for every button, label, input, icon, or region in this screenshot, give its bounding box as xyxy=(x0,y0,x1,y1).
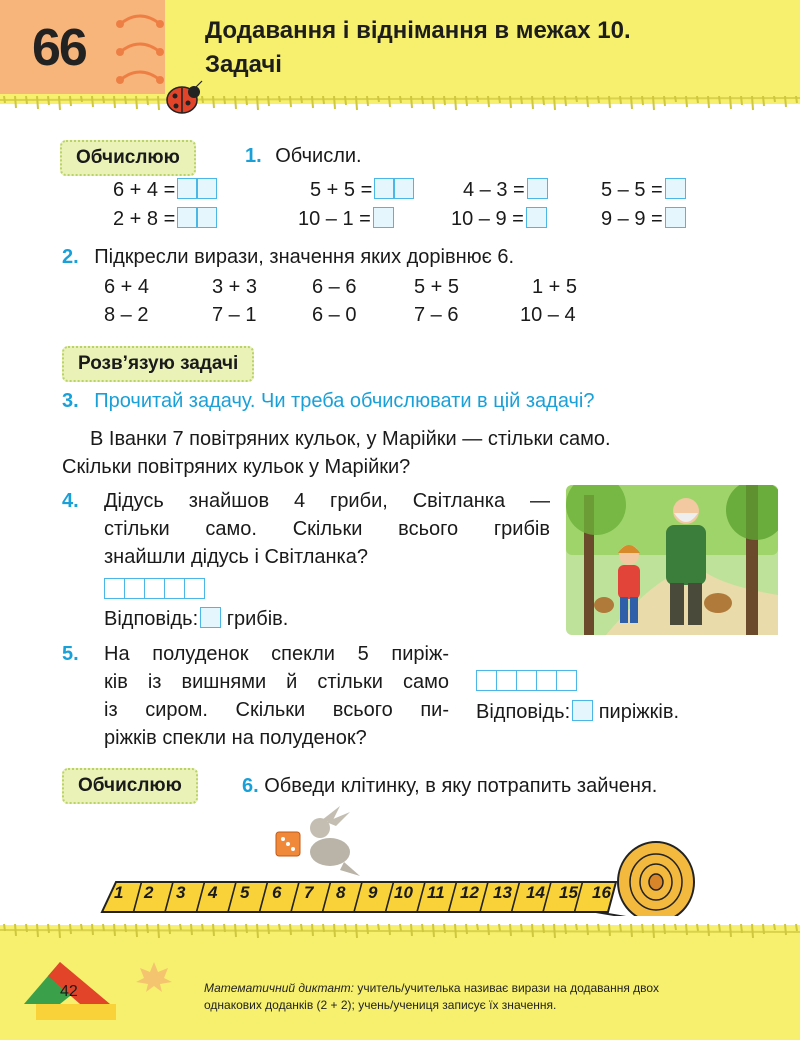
task-5-text xyxy=(104,640,449,752)
task-6-number: 6. xyxy=(242,775,259,797)
answer-box[interactable] xyxy=(177,178,217,199)
expression: 2 + 8 = xyxy=(113,208,176,230)
ruler-cell[interactable]: 16 xyxy=(592,883,611,902)
ruler-cell[interactable]: 4 xyxy=(208,883,218,902)
task-3-line-1: В Іванки 7 повітряних кульок, у Марійки — стільки само. xyxy=(90,428,611,450)
task-5-line-1: На полуденок спекли 5 пиріж- xyxy=(104,643,449,665)
ruler-cell[interactable]: 13 xyxy=(493,883,512,902)
task-5-line-4: ріжків спекли на полуденок? xyxy=(104,727,367,749)
page-number: 42 xyxy=(60,983,78,1000)
footer-note xyxy=(204,980,764,1014)
answer-box[interactable] xyxy=(177,207,217,228)
ruler-cell[interactable]: 5 xyxy=(240,883,250,902)
lesson-number: 66 xyxy=(32,19,86,77)
expression: 10 – 1 = xyxy=(298,208,371,230)
task-3-header xyxy=(62,387,595,415)
task-4-text xyxy=(104,487,550,571)
ruler-cell[interactable]: 10 xyxy=(394,883,413,902)
section-tag-tasks: Розв’язую задачі xyxy=(62,346,254,382)
footer-note-line-2: однакових доданків (2 + 2); учень/учениця записує їх значення. xyxy=(204,998,557,1012)
ruler-cell[interactable]: 11 xyxy=(427,883,445,902)
task-3-problem xyxy=(62,425,762,481)
task-5-line-2: ків із вишнями й стільки само xyxy=(104,671,449,693)
footer-fence-border xyxy=(0,918,800,938)
ruler-cell[interactable]: 1 xyxy=(114,883,124,902)
ruler-cell[interactable]: 9 xyxy=(368,883,378,902)
section-tag-calc: Обчислюю xyxy=(60,140,196,176)
task-5-number: 5. xyxy=(62,643,79,665)
task-2-instruction: Підкресли вирази, значення яких дорівнює 6. xyxy=(94,246,515,268)
answer-suffix: пиріжків. xyxy=(598,701,680,723)
task-1-instruction: Обчисли. xyxy=(275,145,362,167)
task-4-number: 4. xyxy=(62,490,79,512)
expression[interactable]: 8 – 2 xyxy=(104,304,149,326)
header-fence-border xyxy=(0,92,800,112)
ruler-cell[interactable]: 2 xyxy=(144,883,154,902)
expression[interactable]: 7 – 1 xyxy=(212,304,257,326)
task-1-number: 1. xyxy=(245,145,262,167)
answer-box[interactable] xyxy=(374,178,414,199)
expression: 5 – 5 = xyxy=(601,179,663,201)
expression: 5 + 5 = xyxy=(310,179,373,201)
expression[interactable]: 6 + 4 xyxy=(104,276,150,298)
ladybug-icon xyxy=(160,78,206,118)
ruler-cell[interactable]: 6 xyxy=(272,883,282,902)
expression[interactable]: 5 + 5 xyxy=(414,276,460,298)
grandfather-girl-illustration xyxy=(566,485,778,635)
ruler-cell[interactable]: 12 xyxy=(460,883,479,902)
task-3-number: 3. xyxy=(62,390,79,412)
expression: 10 – 9 = xyxy=(451,208,524,230)
answer-suffix: грибів. xyxy=(226,608,289,630)
task-4-line-1: Дідусь знайшов 4 гриби, Світланка — xyxy=(104,490,550,512)
answer-box[interactable] xyxy=(665,207,686,228)
answer-prefix: Відповідь: xyxy=(476,701,571,723)
footer-note-line-1: учитель/учителька називає вирази на додавання двох xyxy=(353,981,659,995)
ruler-cell[interactable]: 8 xyxy=(336,883,346,902)
title-line-1: Додавання і віднімання в межах 10. xyxy=(205,17,631,44)
task-4-line-3: знайшли дідусь і Світланка? xyxy=(104,546,368,568)
task-2-number: 2. xyxy=(62,246,79,268)
answer-box[interactable] xyxy=(527,178,548,199)
task-4-answer xyxy=(104,605,288,633)
task-5-line-3: із сиром. Скільки всього пи- xyxy=(104,699,449,721)
expression: 4 – 3 = xyxy=(463,179,525,201)
answer-prefix: Відповідь: xyxy=(104,608,199,630)
maple-leaf-icon xyxy=(134,960,174,994)
answer-box[interactable] xyxy=(200,607,221,628)
answer-box[interactable] xyxy=(526,207,547,228)
expression[interactable]: 7 – 6 xyxy=(414,304,459,326)
ruler-cell[interactable]: 15 xyxy=(559,883,578,902)
task-4-solution-grid[interactable] xyxy=(104,578,205,599)
page-title xyxy=(205,14,631,82)
answer-box[interactable] xyxy=(665,178,686,199)
task-3-line-2: Скільки повітряних кульок у Марійки? xyxy=(62,456,411,478)
expression: 9 – 9 = xyxy=(601,208,663,230)
expression[interactable]: 10 – 4 xyxy=(520,304,576,326)
ruler-cell[interactable]: 7 xyxy=(304,883,314,902)
task-5-solution-grid[interactable] xyxy=(476,670,577,691)
answer-box[interactable] xyxy=(373,207,394,228)
footer-note-label: Математичний диктант: xyxy=(204,981,354,995)
task-3-instruction: Прочитай задачу. Чи треба обчислювати в цій задачі? xyxy=(94,390,595,412)
task-4-line-2: стільки само. Скільки всього грибів xyxy=(104,518,550,540)
task-5-answer xyxy=(476,698,679,726)
ruler-cell[interactable]: 3 xyxy=(176,883,186,902)
task-2-expressions xyxy=(104,276,664,332)
answer-box[interactable] xyxy=(572,700,593,721)
section-tag-calc-2: Обчислюю xyxy=(62,768,198,804)
task-1-header xyxy=(245,142,362,170)
ruler-cell[interactable]: 14 xyxy=(526,883,545,902)
expression[interactable]: 6 – 6 xyxy=(312,276,357,298)
expression: 6 + 4 = xyxy=(113,179,176,201)
expression[interactable]: 3 + 3 xyxy=(212,276,258,298)
task-6-instruction: Обведи клітинку, в яку потрапить зайченя. xyxy=(264,775,658,797)
task-2-header xyxy=(62,243,514,271)
title-line-2: Задачі xyxy=(205,51,282,78)
expression[interactable]: 1 + 5 xyxy=(532,276,578,298)
ruler-cells xyxy=(102,883,622,913)
task-6-header xyxy=(242,772,657,800)
expression[interactable]: 6 – 0 xyxy=(312,304,357,326)
